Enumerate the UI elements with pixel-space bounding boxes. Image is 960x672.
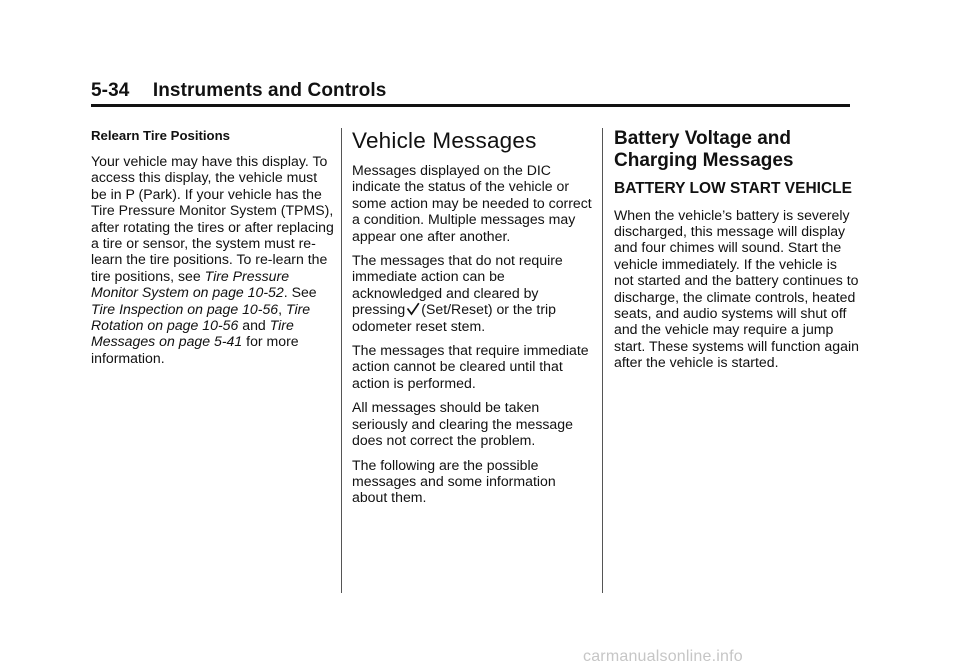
relearn-subhead: Relearn Tire Positions	[91, 128, 231, 143]
link-tpms[interactable]: Tire Pressure Monitor System on page 10-52	[91, 267, 290, 301]
header-rule	[91, 104, 850, 107]
link-tire-inspection[interactable]: Tire Inspection on page 10-56	[91, 300, 279, 317]
paragraph: The messages that require immediate action cannot be cleared until that action is performed.	[352, 342, 589, 391]
page-number: 5-34	[91, 80, 130, 101]
page-header	[91, 80, 851, 102]
text: (Set/Reset) or the trip odometer reset stem.	[352, 301, 557, 334]
text: . See	[283, 284, 317, 301]
text: The messages that do not require immediate action can be acknowledged and cleared by pressing	[352, 252, 563, 318]
vehicle-messages-heading: Vehicle Messages	[352, 128, 537, 153]
column-right	[614, 128, 859, 379]
battery-heading: Battery Voltage and Charging Messages	[614, 128, 794, 171]
column-left	[91, 128, 336, 374]
column-divider	[602, 128, 603, 593]
relearn-paragraph	[91, 153, 336, 366]
text: and	[238, 317, 270, 334]
paragraph: All messages should be taken seriously and clearing the message does not correct the problem.	[352, 399, 573, 449]
text: ,	[278, 300, 286, 317]
section-title: Instruments and Controls	[152, 80, 387, 101]
paragraph: Messages displayed on the DIC indicate the status of the vehicle or some action may be needed to correct a condition. Multiple messages may appear one after another.	[352, 162, 592, 244]
column-middle	[352, 128, 592, 514]
column-divider	[341, 128, 342, 593]
checkmark-icon	[406, 302, 420, 316]
paragraph: When the vehicle’s battery is severely discharged, this message will display and four chimes will sound. Start the vehicle immediately. If the vehicle is not started and the battery continues to discharge, the climate controls, heated seats, and audio systems will shut off and the vehicle may require a jump start. These systems will function again after the vehicle is started.	[614, 206, 859, 371]
paragraph: The following are the possible messages and some information about them.	[352, 456, 556, 506]
watermark: carmanualsonline.info	[583, 648, 743, 665]
link-tire-messages[interactable]: Tire Messages on page 5-41	[91, 317, 294, 350]
text: for more information.	[91, 333, 299, 366]
text: Your vehicle may have this display. To access this display, the vehicle must be in P (Park). If your vehicle has the Tire Pressure Monitor System (TPMS), after rotating the tires or after replacing a tire or sensor, the system must re-learn the tire positions. To re-learn the tire positions, see	[91, 153, 334, 284]
paragraph	[352, 252, 592, 334]
battery-low-subheading: BATTERY LOW START VEHICLE	[614, 180, 852, 197]
link-tire-rotation[interactable]: Tire Rotation on page 10-56	[91, 300, 311, 334]
